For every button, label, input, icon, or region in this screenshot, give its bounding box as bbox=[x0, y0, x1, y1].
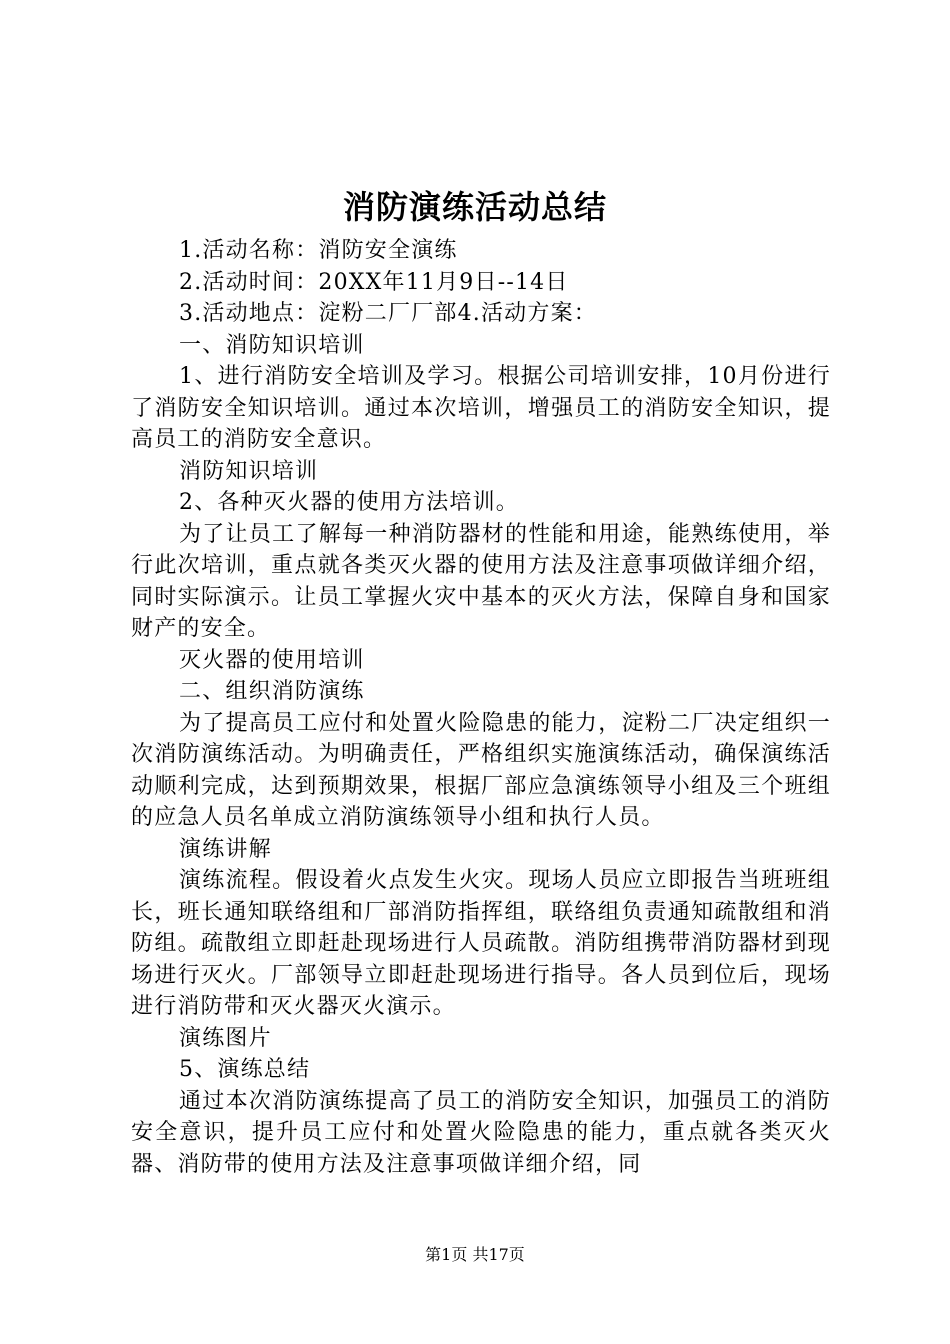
page-footer: 第1页 共17页 bbox=[425, 1245, 525, 1264]
paragraph-activity-time: 2.活动时间：20XX年11月9日--14日 bbox=[179, 269, 569, 295]
paragraph-activity-name: 1.活动名称：消防安全演练 bbox=[179, 238, 458, 263]
paragraph-drill-summary-heading: 5、演练总结 bbox=[179, 1057, 311, 1082]
document-body bbox=[131, 235, 831, 1180]
paragraph-activity-location: 3.活动地点：淀粉二厂厂部4.活动方案： bbox=[179, 301, 597, 326]
paragraph-safety-training: 1、进行消防安全培训及学习。根据公司培训安排，10月份进行了消防安全知识培训。通过本次培训，增强员工的消防安全知识，提高员工的消防安全意识。 bbox=[131, 364, 831, 452]
section-heading-fire-knowledge: 一、消防知识培训 bbox=[179, 332, 365, 358]
paragraph-extinguisher-training-heading: 2、各种灭火器的使用方法培训。 bbox=[179, 490, 519, 515]
paragraph-drill-summary: 通过本次消防演练提高了员工的消防安全知识，加强员工的消防安全意识，提升员工应付和处置火险隐患的能力，重点就各类灭火器、消防带的使用方法及注意事项做详细介绍，同 bbox=[131, 1088, 831, 1177]
document-title: 消防演练活动总结 bbox=[342, 188, 607, 226]
caption-extinguisher-training: 灭火器的使用培训 bbox=[179, 647, 365, 673]
section-heading-drill: 二、组织消防演练 bbox=[179, 679, 365, 704]
paragraph-drill-process: 演练流程。假设着火点发生火灾。现场人员应立即报告当班班组长，班长通知联络组和厂部消防指挥组，联络组负责通知疏散组和消防组。疏散组立即赶赴现场进行人员疏散。消防组携带消防器材到现场进行灭火。厂部领导立即赶赴现场进行指导。各人员到位后，现场进行消防带和灭火器灭火演示。 bbox=[131, 868, 831, 1019]
caption-drill-pictures: 演练图片 bbox=[179, 1025, 272, 1051]
caption-drill-explanation: 演练讲解 bbox=[179, 836, 272, 862]
paragraph-drill-organization: 为了提高员工应付和处置火险隐患的能力，淀粉二厂决定组织一次消防演练活动。为明确责任，严格组织实施演练活动，确保演练活动顺利完成，达到预期效果，根据厂部应急演练领导小组及三个班组的应急人员名单成立消防演练领导小组和执行人员。 bbox=[131, 710, 831, 830]
caption-fire-knowledge-training: 消防知识培训 bbox=[179, 458, 319, 484]
paragraph-extinguisher-training: 为了让员工了解每一种消防器材的性能和用途，能熟练使用，举行此次培训，重点就各类灭火器的使用方法及注意事项做详细介绍，同时实际演示。让员工掌握火灾中基本的灭火方法，保障自身和国家财产的安全。 bbox=[131, 521, 831, 641]
